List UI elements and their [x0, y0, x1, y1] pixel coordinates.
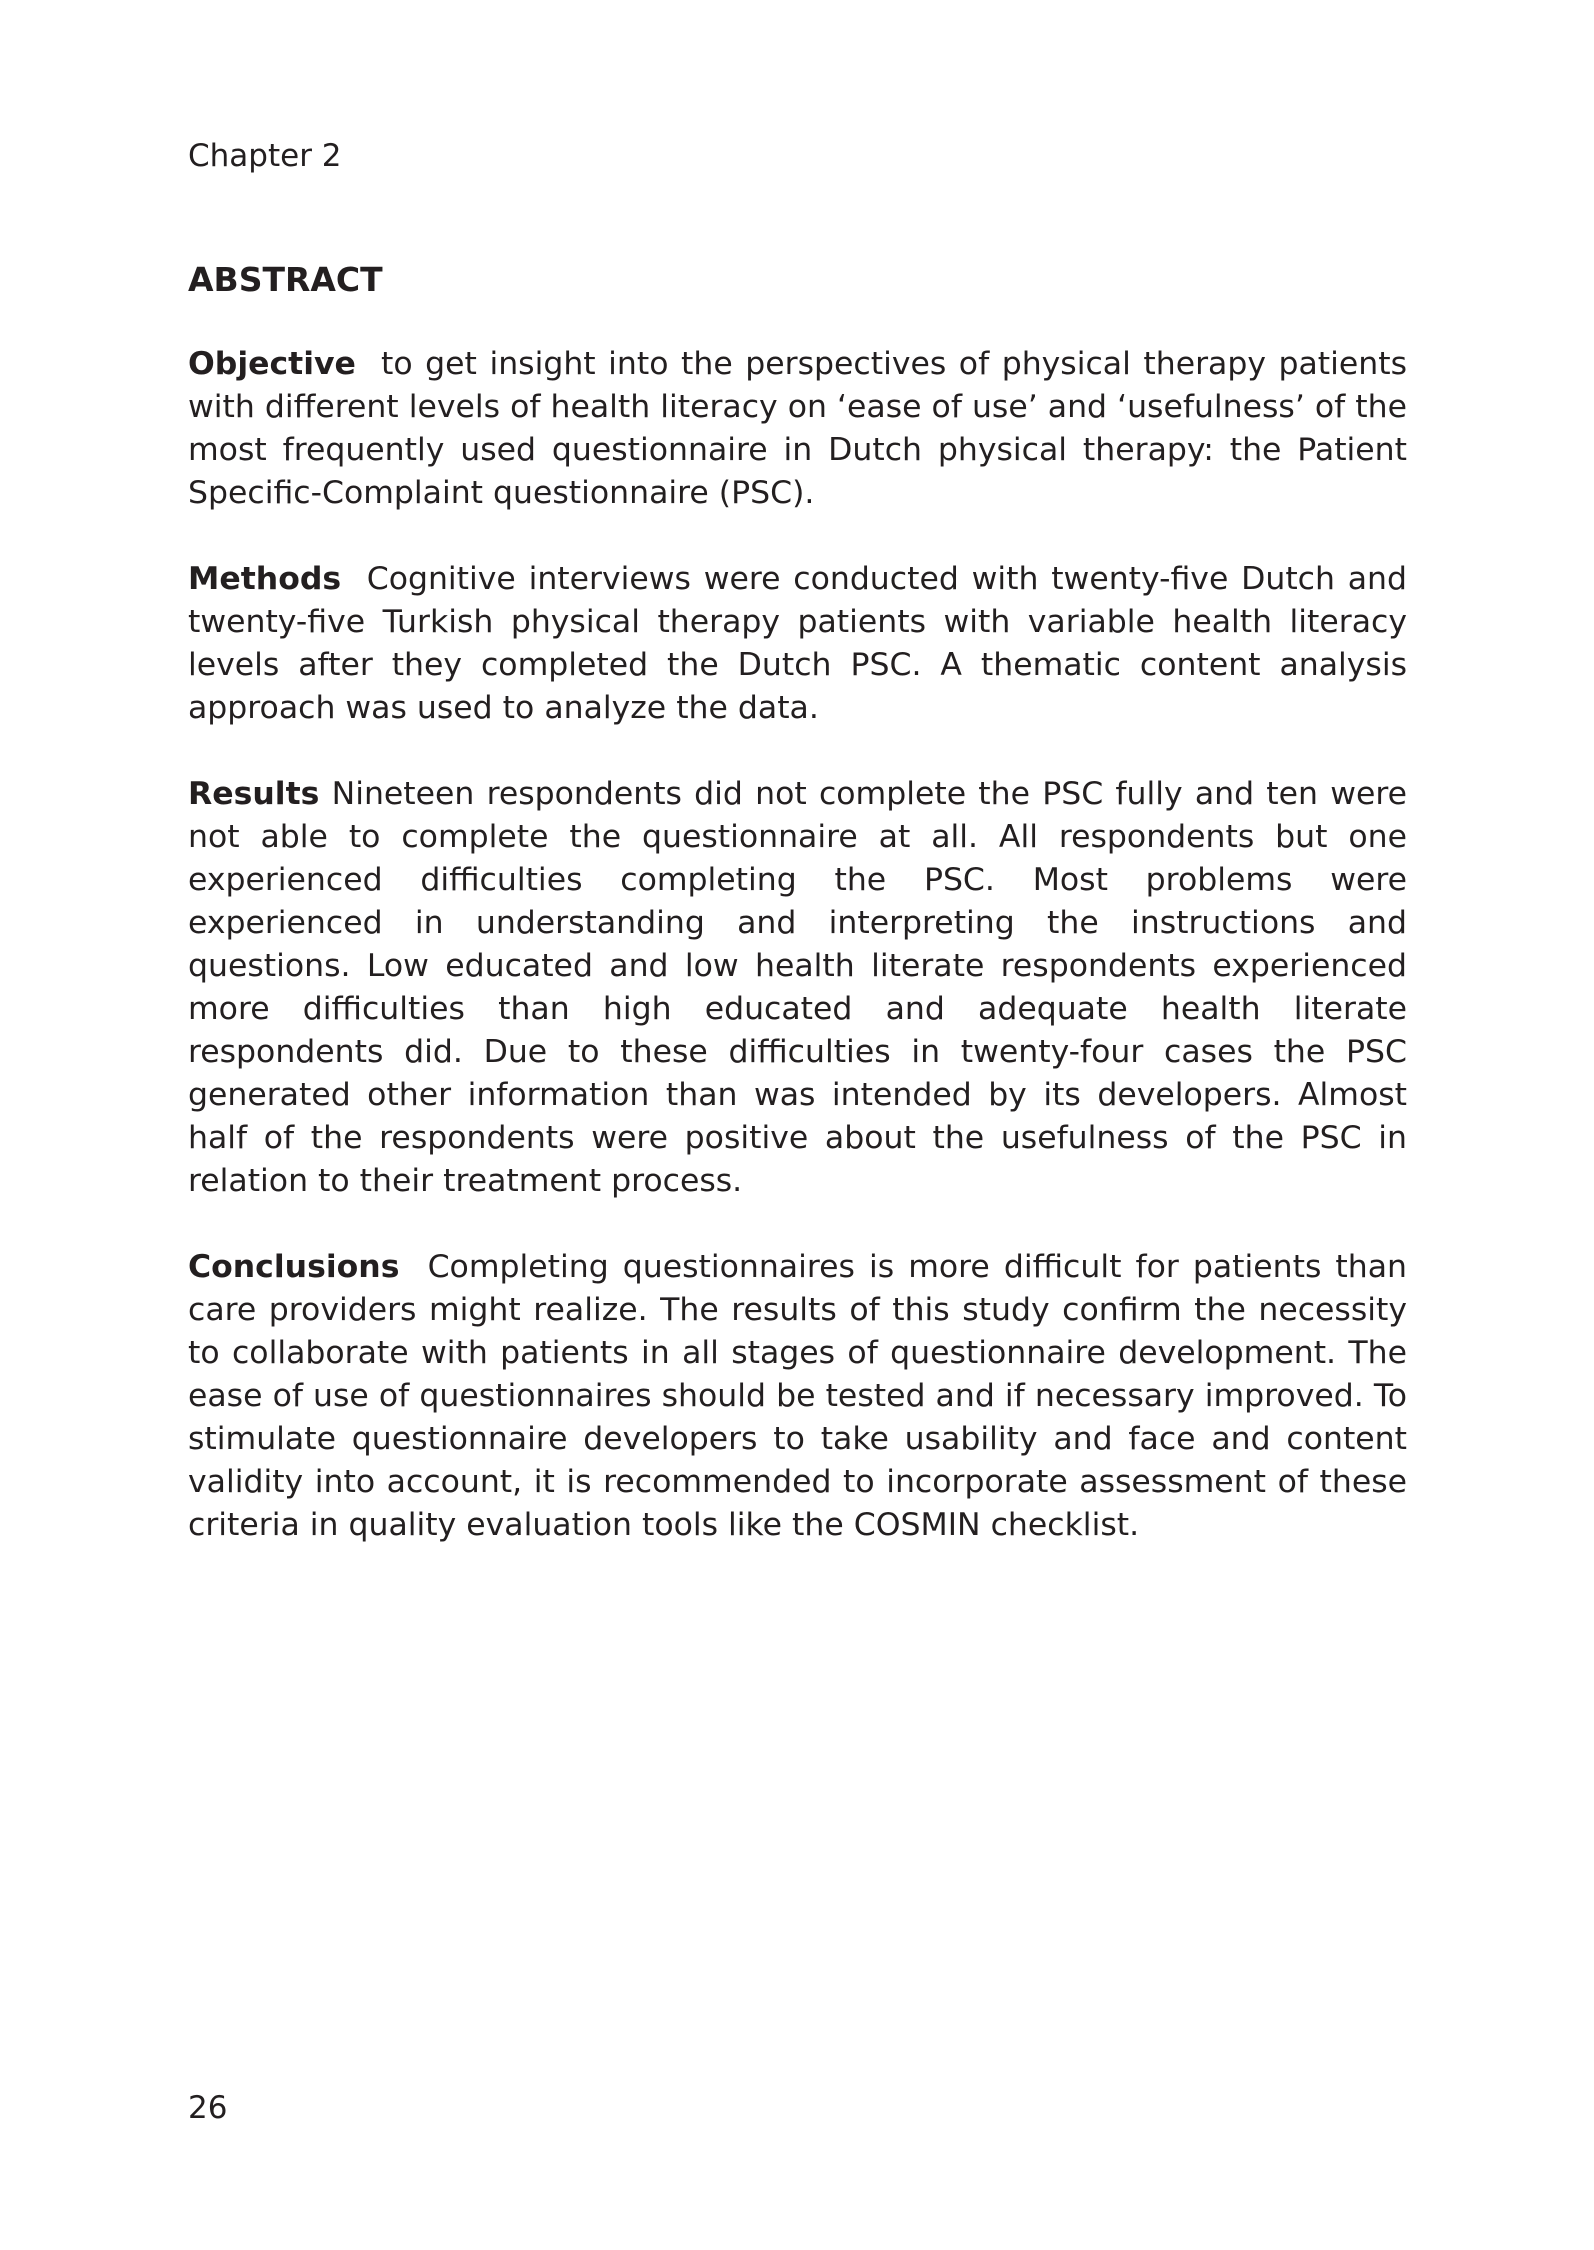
conclusions-text: Completing questionnaires is more difficult for patients than care providers might realize. The results of this study confirm the necessity to collaborate with patients in all stages of questionnaire development. The ease of use of questionnaires should be tested and if necessary improved. To stimulate questionnaire developers to take usability and face and content validity into account, it is recommended to incorporate assessment of these criteria in quality evaluation tools like the COSMIN checklist.: [188, 1249, 1407, 1543]
abstract-body: [188, 343, 1407, 1590]
abstract-title: ABSTRACT: [188, 260, 383, 299]
results-label: Results: [188, 776, 320, 812]
objective-text: to get insight into the perspectives of physical therapy patients with different levels of health literacy on ‘ease of use’ and ‘usefulness’ of the most frequently used questionnaire in Dutch physical therapy: the Patient Specific-Complaint questionnaire (PSC).: [188, 346, 1408, 511]
methods-label: Methods: [188, 561, 342, 597]
results-section: [188, 773, 1407, 1203]
methods-section: [188, 558, 1407, 730]
objective-section: [188, 343, 1407, 515]
methods-text: Cognitive interviews were conducted with twenty-five Dutch and twenty-five Turkish physical therapy patients with variable health literacy levels after they completed the Dutch PSC. A thematic content analysis approach was used to analyze the data.: [188, 561, 1408, 726]
conclusions-label: Conclusions: [188, 1249, 400, 1285]
results-text: Nineteen respondents did not complete the PSC fully and ten were not able to complete the questionnaire at all. All respondents but one experienced difficulties completing the PSC. Most problems were experienced in understanding and interpreting the instructions and questions. Low educated and low health literate respondents experienced more difficulties than high educated and adequate health literate respondents did. Due to these difficulties in twenty-four cases the PSC generated other information than was intended by its developers. Almost half of the respondents were positive about the usefulness of the PSC in relation to their treatment process.: [188, 776, 1407, 1199]
page-number: 26: [188, 2090, 228, 2126]
objective-label: Objective: [188, 346, 356, 382]
conclusions-section: [188, 1246, 1407, 1547]
running-head: Chapter 2: [188, 138, 342, 174]
